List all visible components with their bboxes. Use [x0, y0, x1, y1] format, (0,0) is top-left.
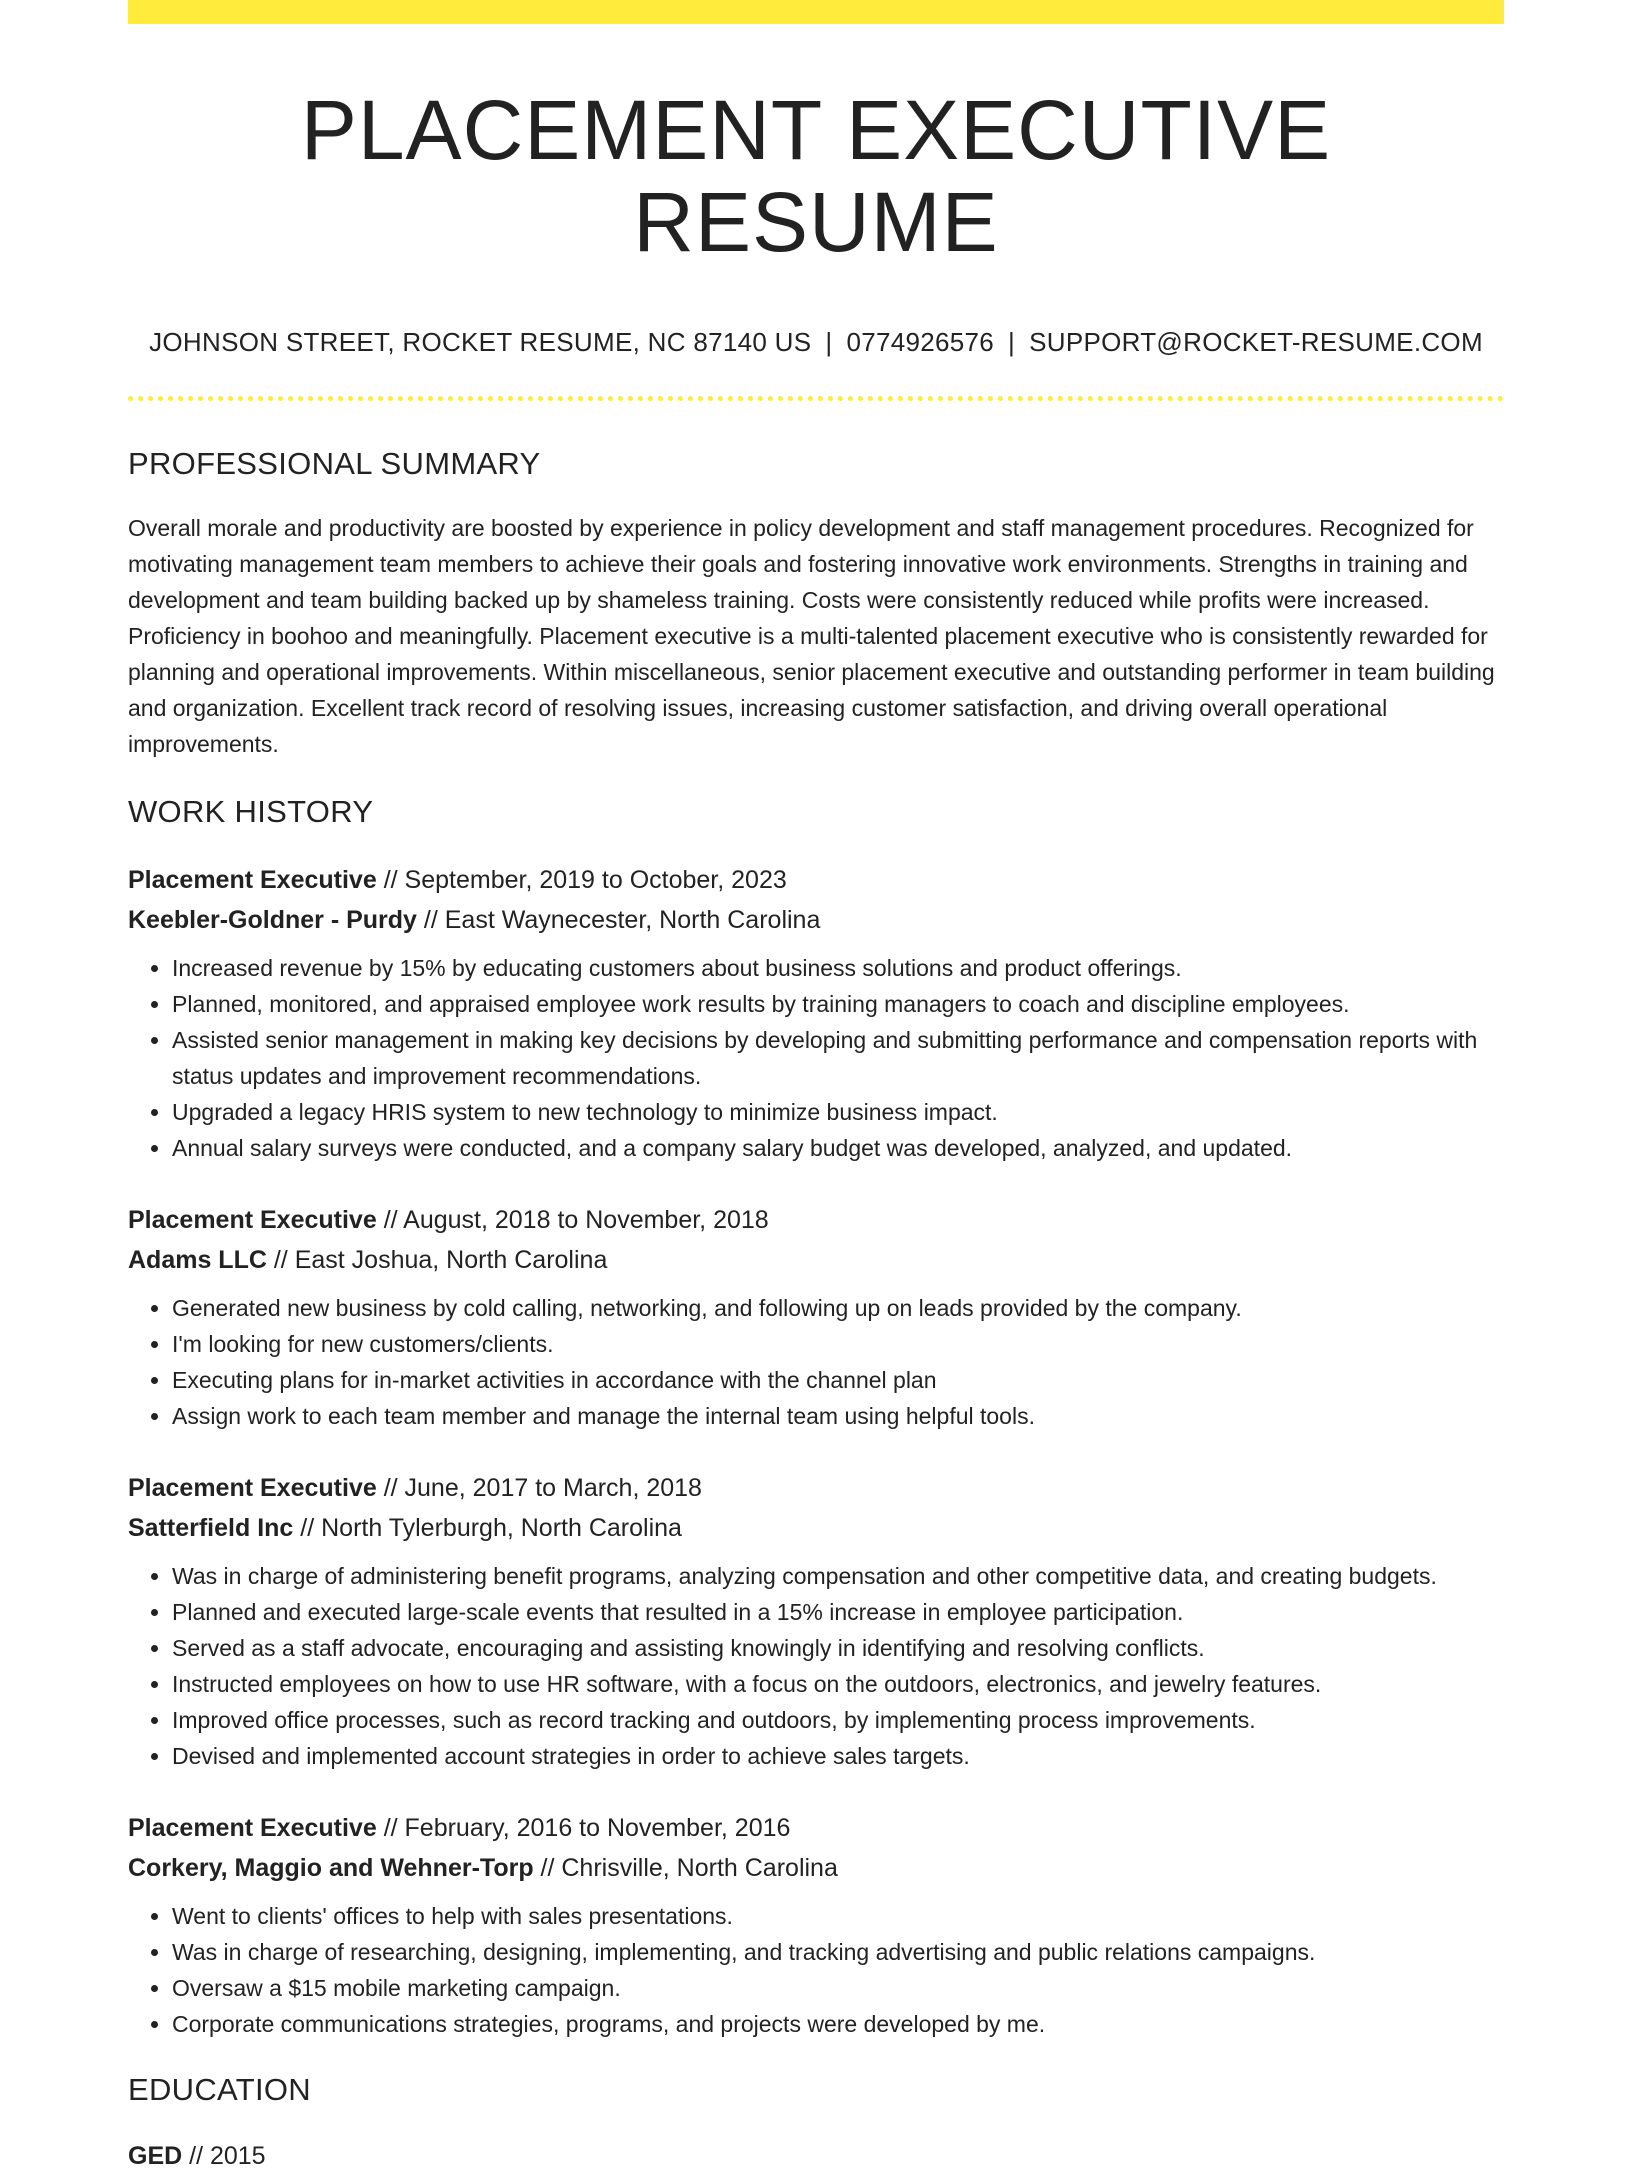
- job-dates: // June, 2017 to March, 2018: [376, 1473, 702, 1502]
- job-dates: // August, 2018 to November, 2018: [376, 1205, 769, 1234]
- work-history-heading: WORK HISTORY: [128, 793, 374, 829]
- resume-page: [128, 0, 1504, 2176]
- job-company: Corkery, Maggio and Wehner-Torp: [128, 1853, 534, 1882]
- job-bullet: • Planned and executed large-scale events that resulted in a 15% increase in employee participation.: [172, 1594, 1504, 1630]
- job-title-line: [128, 860, 1504, 900]
- job-bullet: • Devised and implemented account strategies in order to achieve sales targets.: [172, 1738, 1504, 1774]
- job-title-line: [128, 1808, 1504, 1848]
- education-year: // 2015: [182, 2141, 266, 2170]
- job-bullet-list: [128, 1290, 1504, 1434]
- summary-heading: PROFESSIONAL SUMMARY: [128, 445, 541, 481]
- job-entry: [128, 1200, 1504, 1434]
- job-company: Adams LLC: [128, 1245, 267, 1274]
- resume-title: PLACEMENT EXECUTIVE RESUME: [300, 83, 1332, 270]
- job-bullet: • Served as a staff advocate, encouraging and assisting knowingly in identifying and resolving conflicts.: [172, 1630, 1504, 1666]
- contact-separator: |: [1008, 326, 1016, 357]
- job-company: Keebler-Goldner - Purdy: [128, 905, 417, 934]
- job-title-line: [128, 1200, 1504, 1240]
- job-role: Placement Executive: [128, 1473, 377, 1502]
- job-company-line: [128, 1848, 1504, 1888]
- job-bullet: • Instructed employees on how to use HR software, with a focus on the outdoors, electronics, and jewelry features.: [172, 1666, 1504, 1702]
- education-entry: [128, 2136, 1504, 2176]
- job-bullet: • Upgraded a legacy HRIS system to new technology to minimize business impact.: [172, 1094, 1504, 1130]
- summary-text: Overall morale and productivity are boosted by experience in policy development and staff management procedures. Recognized for motivating management team members to achieve their goals and fostering innovative work environments. Strengths in training and development and team building backed up by shameless training. Costs were consistently reduced while profits were increased. Proficiency in boohoo and meaningfully. Placement executive is a multi-talented placement executive who is consistently rewarded for planning and operational improvements. Within miscellaneous, senior placement executive and outstanding performer in team building and organization. Excellent track record of resolving issues, increasing customer satisfaction, and driving overall operational improvements.: [128, 514, 1495, 757]
- job-company-line: [128, 1240, 1504, 1280]
- job-location: // North Tylerburgh, North Carolina: [293, 1513, 682, 1542]
- education-degree: GED: [128, 2141, 183, 2170]
- work-history-list: [128, 860, 1504, 2042]
- job-role: Placement Executive: [128, 865, 377, 894]
- job-location: // Chrisville, North Carolina: [533, 1853, 838, 1882]
- education-heading: EDUCATION: [128, 2071, 311, 2107]
- job-dates: // February, 2016 to November, 2016: [376, 1813, 791, 1842]
- contact-email: SUPPORT@ROCKET-RESUME.COM: [1029, 326, 1483, 357]
- job-bullet: • Improved office processes, such as record tracking and outdoors, by implementing process improvements.: [172, 1702, 1504, 1738]
- job-entry: [128, 1808, 1504, 2042]
- job-company-line: [128, 900, 1504, 940]
- job-bullet: • Increased revenue by 15% by educating customers about business solutions and product offerings.: [172, 950, 1504, 986]
- job-role: Placement Executive: [128, 1205, 377, 1234]
- job-location: // East Waynecester, North Carolina: [416, 905, 821, 934]
- job-bullet: • Generated new business by cold calling, networking, and following up on leads provided by the company.: [172, 1290, 1504, 1326]
- job-location: // East Joshua, North Carolina: [266, 1245, 608, 1274]
- job-bullet: • Assign work to each team member and manage the internal team using helpful tools.: [172, 1398, 1504, 1434]
- contact-line: [128, 327, 1504, 358]
- job-dates: // September, 2019 to October, 2023: [376, 865, 787, 894]
- job-bullet-list: [128, 1898, 1504, 2042]
- job-bullet: • Planned, monitored, and appraised employee work results by training managers to coach and discipline employees.: [172, 986, 1504, 1022]
- job-bullet: • Went to clients' offices to help with sales presentations.: [172, 1898, 1504, 1934]
- contact-separator: |: [825, 326, 833, 357]
- job-bullet: • Annual salary surveys were conducted, and a company salary budget was developed, analyzed, and updated.: [172, 1130, 1504, 1166]
- job-bullet: • I'm looking for new customers/clients.: [172, 1326, 1504, 1362]
- job-bullet-list: [128, 950, 1504, 1166]
- job-bullet-list: [128, 1558, 1504, 1774]
- job-title-line: [128, 1468, 1504, 1508]
- job-bullet: • Assisted senior management in making key decisions by developing and submitting performance and compensation reports with status updates and improvement recommendations.: [172, 1022, 1504, 1094]
- job-role: Placement Executive: [128, 1813, 377, 1842]
- job-company-line: [128, 1508, 1504, 1548]
- job-entry: [128, 1468, 1504, 1774]
- contact-address: JOHNSON STREET, ROCKET RESUME, NC 87140 US: [149, 326, 812, 357]
- job-bullet: • Executing plans for in-market activities in accordance with the channel plan: [172, 1362, 1504, 1398]
- job-company: Satterfield Inc: [128, 1513, 294, 1542]
- contact-phone: 0774926576: [846, 326, 995, 357]
- job-bullet: • Corporate communications strategies, programs, and projects were developed by me.: [172, 2006, 1504, 2042]
- job-bullet: • Was in charge of researching, designing, implementing, and tracking advertising and public relations campaigns.: [172, 1934, 1504, 1970]
- job-entry: [128, 860, 1504, 1166]
- top-accent-bar: [128, 0, 1504, 24]
- job-bullet: • Was in charge of administering benefit programs, analyzing compensation and other competitive data, and creating budgets.: [172, 1558, 1504, 1594]
- dotted-divider: [128, 396, 1504, 401]
- job-bullet: • Oversaw a $15 mobile marketing campaign.: [172, 1970, 1504, 2006]
